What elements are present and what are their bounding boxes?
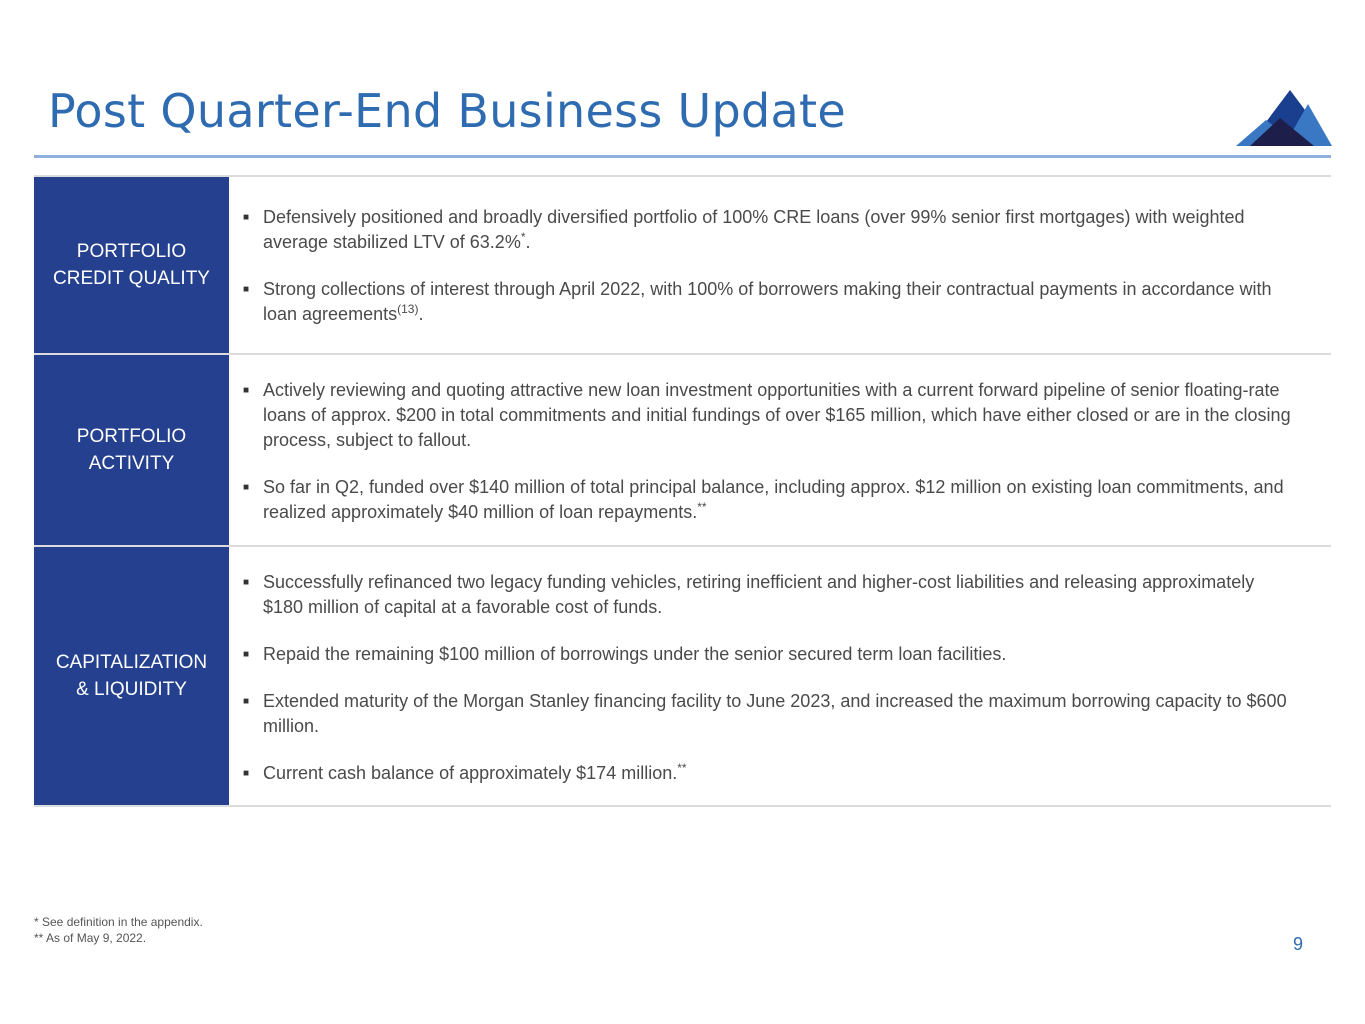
row-portfolio-activity [34, 355, 1331, 547]
row-body [229, 547, 1331, 805]
bullet-text: So far in Q2, funded over $140 million of total principal balance, including approx. $12 million on existing loan commitments, and realized approximately $40 million of loan repayments.** [263, 477, 1284, 522]
row-label: PORTFOLIO ACTIVITY [34, 355, 229, 545]
square-bullet-icon: ■ [243, 577, 250, 588]
square-bullet-icon: ■ [243, 212, 250, 223]
row-label: CAPITALIZATION & LIQUIDITY [34, 547, 229, 805]
bullet-text: Current cash balance of approximately $174 million.** [263, 761, 687, 783]
update-table [34, 175, 1331, 807]
bullet-text: Defensively positioned and broadly diversified portfolio of 100% CRE loans (over 99% senior first mortgages) with weighted average stabilized LTV of 63.2%*. [263, 207, 1245, 252]
row-portfolio-credit-quality [34, 177, 1331, 355]
footnotes [34, 914, 203, 946]
square-bullet-icon: ■ [243, 768, 250, 779]
bullet-item [243, 570, 1291, 620]
square-bullet-icon: ■ [243, 649, 250, 660]
bullet-item [243, 689, 1291, 739]
page-number: 9 [1293, 934, 1304, 954]
row-body [229, 355, 1331, 545]
square-bullet-icon: ■ [243, 385, 250, 396]
square-bullet-icon: ■ [243, 284, 250, 295]
square-bullet-icon: ■ [243, 696, 250, 707]
footnote: * See definition in the appendix. [34, 915, 203, 929]
row-capitalization-liquidity [34, 547, 1331, 807]
bullet-item [243, 642, 1291, 667]
bullet-item [243, 475, 1291, 525]
title-divider [34, 155, 1331, 158]
bullet-text: Repaid the remaining $100 million of borrowings under the senior secured term loan facilities. [263, 644, 1007, 664]
bullet-text: Extended maturity of the Morgan Stanley financing facility to June 2023, and increased the maximum borrowing capacity to $600 million. [263, 691, 1287, 736]
bullet-item [243, 277, 1291, 327]
page-title: Post Quarter-End Business Update [48, 84, 846, 138]
row-body [229, 177, 1331, 353]
bullet-item [243, 378, 1291, 453]
square-bullet-icon: ■ [243, 482, 250, 493]
bullet-text: Strong collections of interest through April 2022, with 100% of borrowers making their contractual payments in accordance with loan agreements$^{(13)}$. [263, 279, 1272, 324]
bullet-text: Actively reviewing and quoting attractive new loan investment opportunities with a current forward pipeline of senior floating-rate loans of approx. $200 in total commitments and initial fundings of over $165 million, which have either closed or are in the closing process, subject to fallout. [263, 380, 1291, 450]
footnote: ** As of May 9, 2022. [34, 931, 147, 945]
bullet-text: Successfully refinanced two legacy funding vehicles, retiring inefficient and higher-cost liabilities and releasing approximately $180 million of capital at a favorable cost of funds. [263, 572, 1255, 617]
bullet-item [243, 205, 1291, 255]
row-label: PORTFOLIO CREDIT QUALITY [34, 177, 229, 353]
bullet-item [243, 761, 1291, 786]
mountain-logo-icon [1236, 88, 1332, 148]
